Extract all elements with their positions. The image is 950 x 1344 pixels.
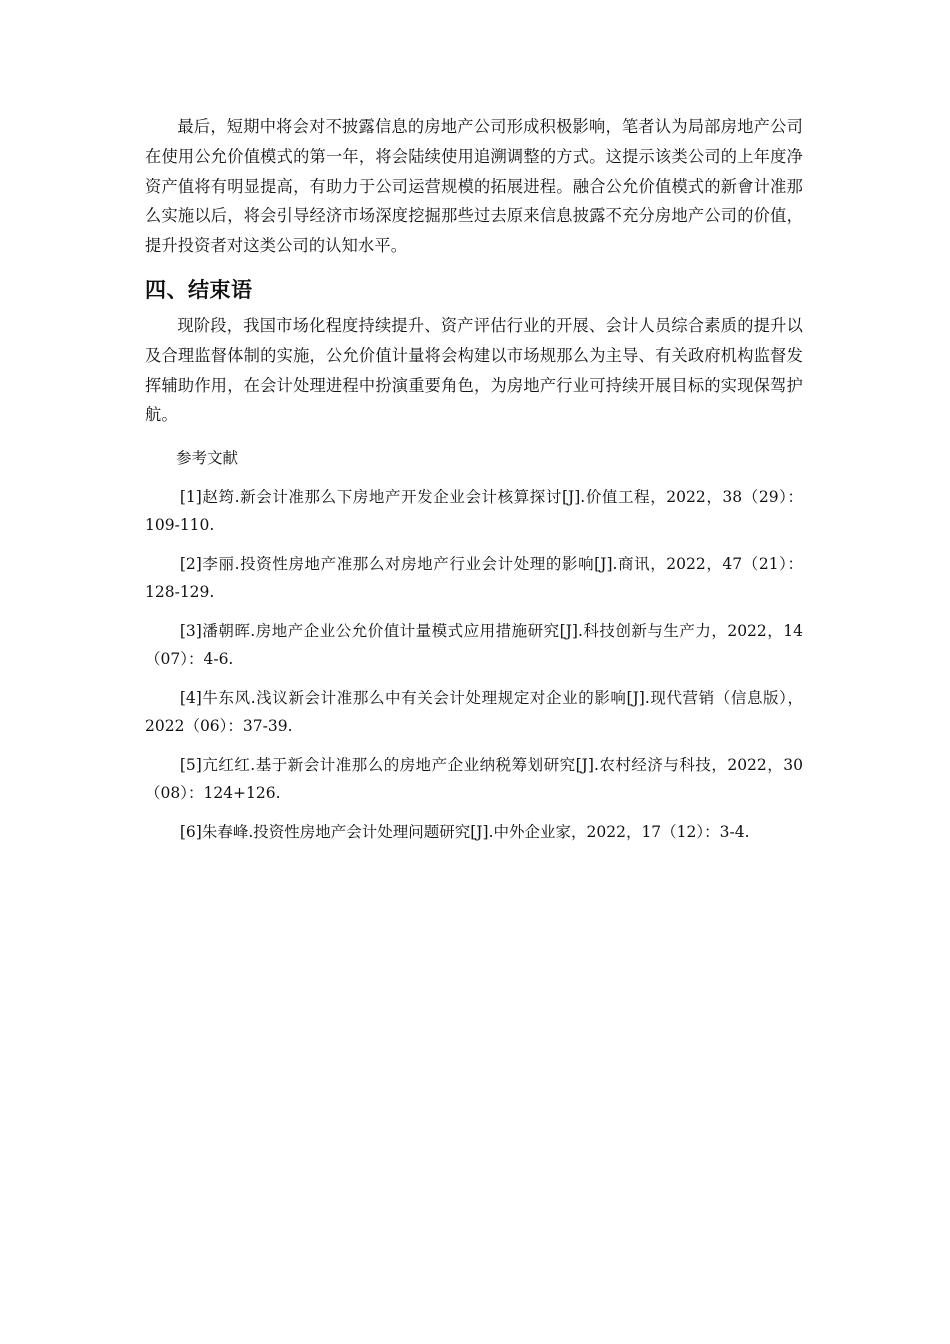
reference-item: [5]亢红红.基于新会计准那么的房地产企业纳税筹划研究[J].农村经济与科技，2022，30（08）：124+126.: [145, 756, 803, 803]
intro-paragraph: 最后，短期中将会对不披露信息的房地产公司形成积极影响，笔者认为局部房地产公司在使用公允价值模式的第一年，将会陆续使用追溯调整的方式。这提示该类公司的上年度净资产值将有明显提高，有助力于公司运营规模的拓展进程。融合公允价值模式的新會计准那么实施以后，将会引导经济市场深度挖掘那些过去原来信息披露不充分房地产公司的价值，提升投资者对这类公司的认知水平。: [145, 117, 803, 256]
reference-item: [2]李丽.投资性房地产准那么对房地产行业会计处理的影响[J].商讯，2022，47（21）：128-129.: [145, 555, 803, 602]
reference-item: [3]潘朝晖.房地产企业公允价值计量模式应用措施研究[J].科技创新与生产力，2022，14（07）：4-6.: [145, 622, 803, 669]
document-page: [145, 112, 803, 846]
reference-item: [4]牛东风.浅议新会计准那么中有关会计处理规定对企业的影响[J].现代营销（信息版），2022（06）：37-39.: [145, 689, 803, 736]
conclusion-paragraph: 现阶段，我国市场化程度持续提升、资产评估行业的开展、会计人员综合素质的提升以及合理监督体制的实施，公允价值计量将会构建以市场规那么为主导、有关政府机构监督发挥辅助作用，在会计处理进程中扮演重要角色，为房地产行业可持续开展目标的实现保驾护航。: [145, 315, 803, 425]
references-title: 参考文献: [176, 449, 239, 468]
references-list: [145, 483, 803, 846]
reference-item: [6]朱春峰.投资性房地产会计处理问题研究[J].中外企业家，2022，17（12）：3-4.: [179, 823, 750, 842]
reference-item: [1]赵筠.新会计准那么下房地产开发企业会计核算探讨[J].价值工程，2022，38（29）：109-110.: [145, 488, 803, 535]
section-heading: 四、结束语: [145, 277, 253, 302]
